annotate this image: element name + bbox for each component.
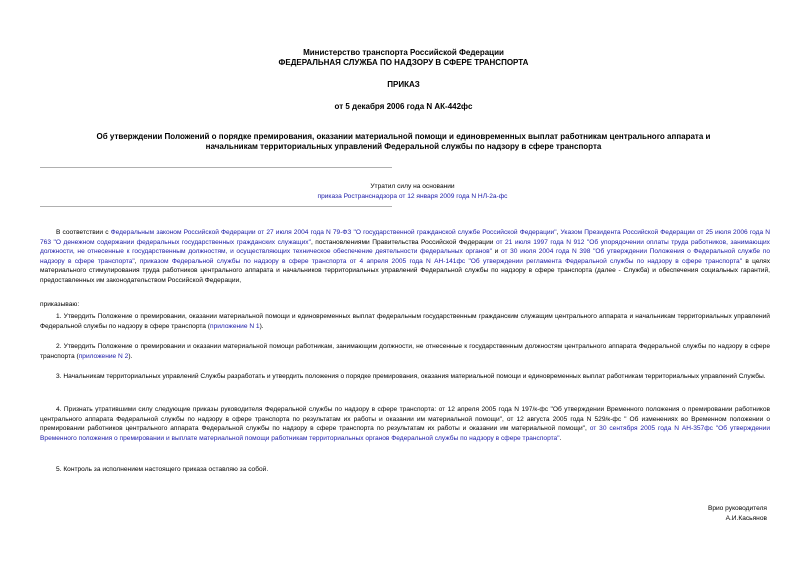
lost-force-link-line xyxy=(40,192,785,201)
preamble-text: и xyxy=(491,248,501,256)
link-resolution-398[interactable]: от 30 июля 2004 года N 398 "Об утверждении Положения о Федеральной службе по надзору в сфере транспорта" xyxy=(40,248,770,265)
document-type: ПРИКАЗ xyxy=(387,80,420,89)
signature-position: Врио руководителя xyxy=(707,505,767,512)
link-federal-law-79fz[interactable]: Федеральным законом Российской Федерации от 27 июля 2004 года N 79-ФЗ "О государственной гражданской службе Российской Федерации" xyxy=(110,229,557,236)
order-item-4 xyxy=(40,405,770,443)
preamble-text: в целях материального стимулирования труда работников центрального аппарата и начальников территориальных управлений Федеральной службы по надзору в сфере транспорта (далее - Служба) и обеспечения социальных гарантий, предоставленных им законодательством Российской Федерации, xyxy=(40,257,770,284)
item-text: 2. Утвердить Положение о премировании и оказании материальной помощи работникам, занимающим должности, не отнесенные к государственным должностям центрального аппарата Федеральной службы по надзору в сфере транспорта ( xyxy=(40,343,770,360)
link-order-an-141fs[interactable]: приказом Федеральной службы по надзору в сфере транспорта от 4 апреля 2005 года N АН-141фс "Об утверждении регламента Федеральной службы по надзору в сфере транспорта" xyxy=(139,257,743,265)
link-appendix-1[interactable]: приложение N 1 xyxy=(210,322,260,330)
item-text: ). xyxy=(259,322,264,330)
preamble-text: , xyxy=(556,229,561,236)
preamble-text: , xyxy=(134,257,140,265)
item-text: ). xyxy=(128,352,133,360)
link-appendix-2[interactable]: приложение N 2 xyxy=(78,352,129,360)
link-resolution-912[interactable]: от 21 июля 1997 года N 912 "Об упорядочении оплаты труда работников, занимающих должности, не отнесенные к государственным должностям, и осуществляющих техническое обеспечение деятельности федеральных органов" xyxy=(40,238,770,256)
item-text: 1. Утвердить Положение о премировании, оказании материальной помощи и единовременных выплат федеральным государственным гражданским служащим центрального аппарата и начальникам территориальных управлений Федеральной службы по надзору в сфере транспорта ( xyxy=(40,313,770,330)
item-text: 4. Признать утратившими силу следующие приказы руководителя Федеральной службы по надзору в сфере транспорта: от 12 апреля 2005 года N 197/к-фс "Об утверждении Временного положения о премировании работников центрального аппарата Федеральной службы по надзору в сфере транспорта по результатам их работы и оказании им материальной помощи", от 12 августа 2005 года N 529/к-фс " Об изменениях во Временном положении о премировании работников центрального аппарата Федеральной службы по надзору в сфере транспорта по результатам их работы и оказании им материальной помощи", xyxy=(40,406,770,433)
link-order-an-357fs[interactable]: от 30 сентября 2005 года N АН-357фс "Об утверждении Временного положения о премировании и выплате материальной помощи работникам территориальных органов Федеральной службы по надзору в сфере транспорта" xyxy=(40,425,771,442)
preamble-text: В соответствии с xyxy=(56,229,111,236)
document-date-number: от 5 декабря 2006 года N АК-442фс xyxy=(334,102,473,111)
ministry-name: Министерство транспорта Российской Федерации xyxy=(303,48,504,57)
service-name: ФЕДЕРАЛЬНАЯ СЛУЖБА ПО НАДЗОРУ В СФЕРЕ ТРАНСПОРТА xyxy=(278,58,529,67)
order-item-5: 5. Контроль за исполнением настоящего приказа оставляю за собой. xyxy=(56,466,269,473)
link-decree-763[interactable]: Указом Президента Российской Федерации от 25 июля 2006 года N 763 "О денежном содержании федеральных государственных гражданских служащих" xyxy=(40,229,770,246)
order-item-1 xyxy=(40,312,770,331)
divider-top xyxy=(40,167,392,168)
preamble-paragraph xyxy=(40,228,770,286)
document-title-line-1: Об утверждении Положений о порядке премирования, оказании материальной помощи и единовременных выплат работникам центрального аппарата и xyxy=(96,132,711,141)
divider-bottom xyxy=(40,206,392,207)
lost-force-link[interactable]: приказа Ространснадзора от 12 января 2009 года N НЛ-2а-фс xyxy=(317,193,508,200)
order-word: приказываю: xyxy=(40,301,80,308)
preamble-text: , постановлениями Правительства Российской Федерации xyxy=(310,238,496,246)
document-title-line-2: начальникам территориальных управлений Федеральной службы по надзору в сфере транспорта xyxy=(205,142,602,151)
order-item-2 xyxy=(40,342,770,361)
signature-name: А.И.Касьянов xyxy=(725,515,767,522)
order-item-3: 3. Начальникам территориальных управлений Службы разработать и утвердить положения о порядке премирования, оказания материальной помощи и единовременных выплат работникам территориальных управлений Службы. xyxy=(56,373,766,380)
item-text: . xyxy=(559,434,562,442)
lost-force-note: Утратил силу на основании xyxy=(370,183,455,190)
